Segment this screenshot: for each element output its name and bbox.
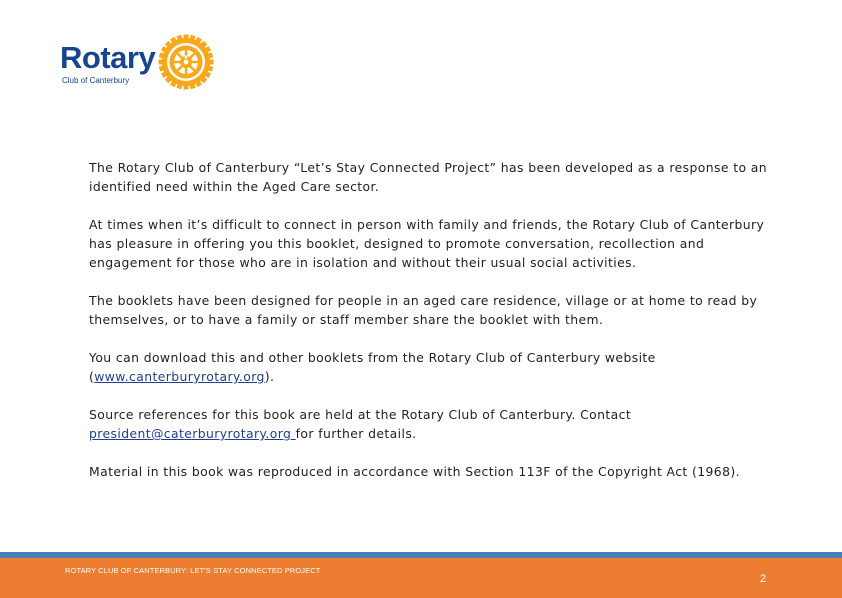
paragraph-sources: [89, 405, 769, 443]
paragraph-download: [89, 348, 769, 386]
paragraph-booklet-purpose: At times when it’s difficult to connect in person with family and friends, the Rotary Club of Canterbury has pleasure in offering you this booklet, designed to promote conversation, recollection and engagement for those who are in isolation and without their usual social activities.: [89, 217, 765, 270]
rotary-wheel-icon: [156, 32, 216, 92]
download-text-before: You can download this and other booklets from the Rotary Club of Canterbury website (: [89, 350, 656, 384]
paragraph-project-intro: The Rotary Club of Canterbury “Let’s Stay Connected Project” has been developed as a response to an identified need within the Aged Care sector.: [89, 160, 768, 194]
paragraph-audience: The booklets have been designed for people in an aged care residence, village or at home to read by themselves, or to have a family or staff member share the booklet with them.: [89, 293, 758, 327]
footer-title: ROTARY CLUB OF CANTERBURY: LET’S STAY CONNECTED PROJECT: [65, 566, 321, 575]
page-number: 2: [760, 573, 767, 585]
sources-text-after: for further details.: [295, 426, 417, 441]
website-link[interactable]: www.canterburyrotary.org: [94, 369, 265, 384]
download-text-after: ).: [264, 369, 275, 384]
paragraph-copyright: Material in this book was reproduced in accordance with Section 113F of the Copyright Act (1968).: [89, 464, 740, 479]
logo-subtitle: Club of Canterbury: [62, 76, 130, 85]
logo-wordmark: Rotary: [60, 40, 156, 75]
sources-text-before: Source references for this book are held at the Rotary Club of Canterbury. Contact: [89, 407, 632, 422]
intro-text: [89, 158, 769, 500]
footer-bar: [0, 558, 842, 598]
rotary-logo: [60, 32, 220, 96]
email-link[interactable]: president@caterburyrotary.org: [89, 426, 296, 441]
